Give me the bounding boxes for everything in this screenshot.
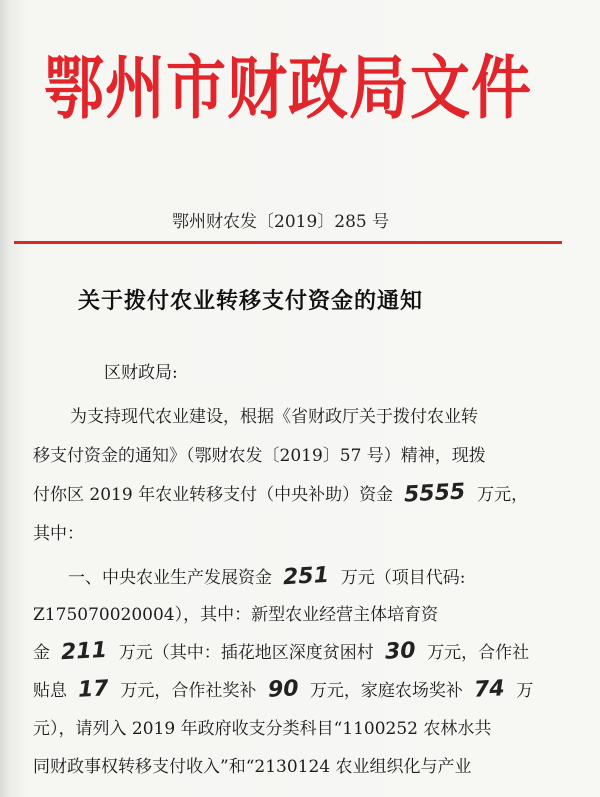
body-line [33,441,486,466]
body-line [33,519,84,544]
body-text: 付你区 2019 年农业转移支付（中央补助）资金 [33,485,394,505]
body-line [33,676,533,702]
body-text: 元），请列入 2019 年政府收支分类科目“1100252 农林水共 [33,719,492,739]
body-text: 万元， [477,485,529,505]
body-text: 万元，家庭农场奖补 [309,681,463,701]
body-line [68,563,465,589]
handwritten-amount: 17 [77,676,110,703]
handwritten-amount: 5555 [403,479,467,508]
document-number: 鄂州财农发〔2019〕285 号 [172,212,390,232]
body-text: 移支付资金的通知》（鄂财农发〔2019〕57 号）精神，现拨 [33,446,486,466]
body-line [33,638,529,664]
body-text: Z175070020004），其中：新型农业经营主体培育资 [33,605,439,625]
salutation: 区财政局: [104,363,178,383]
body-text: 万元（项目代码: [340,568,466,588]
body-text: 万元，合作社 [427,643,530,663]
body-line [70,402,478,427]
body-line [33,752,472,777]
handwritten-amount: 74 [473,676,506,703]
handwritten-amount: 211 [60,637,108,666]
handwritten-amount: 30 [384,638,417,665]
body-text: 万 [516,681,534,701]
issuing-organ-header: 鄂州市财政局文件 [44,48,532,129]
body-line [33,600,438,625]
body-text: 一、中央农业生产发展资金 [68,568,272,588]
body-text: 为支持现代农业建设，根据《省财政厅关于拨付农业转 [70,407,478,427]
handwritten-amount: 90 [267,676,300,703]
document-title: 关于拨付农业转移支付资金的通知 [78,289,424,314]
body-line [33,714,491,739]
red-separator-line [14,241,562,244]
body-text: 贴息 [33,681,67,701]
body-text: 万元，合作社奖补 [120,681,257,701]
handwritten-amount: 251 [282,562,330,591]
body-text: 其中： [33,524,84,544]
body-text: 万元（其中：插花地区深度贫困村 [118,643,374,663]
body-text: 同财政事权转移支付收入”和“2130124 农业组织化与产业 [33,757,472,777]
body-line [33,480,528,506]
body-text: 金 [33,643,50,663]
